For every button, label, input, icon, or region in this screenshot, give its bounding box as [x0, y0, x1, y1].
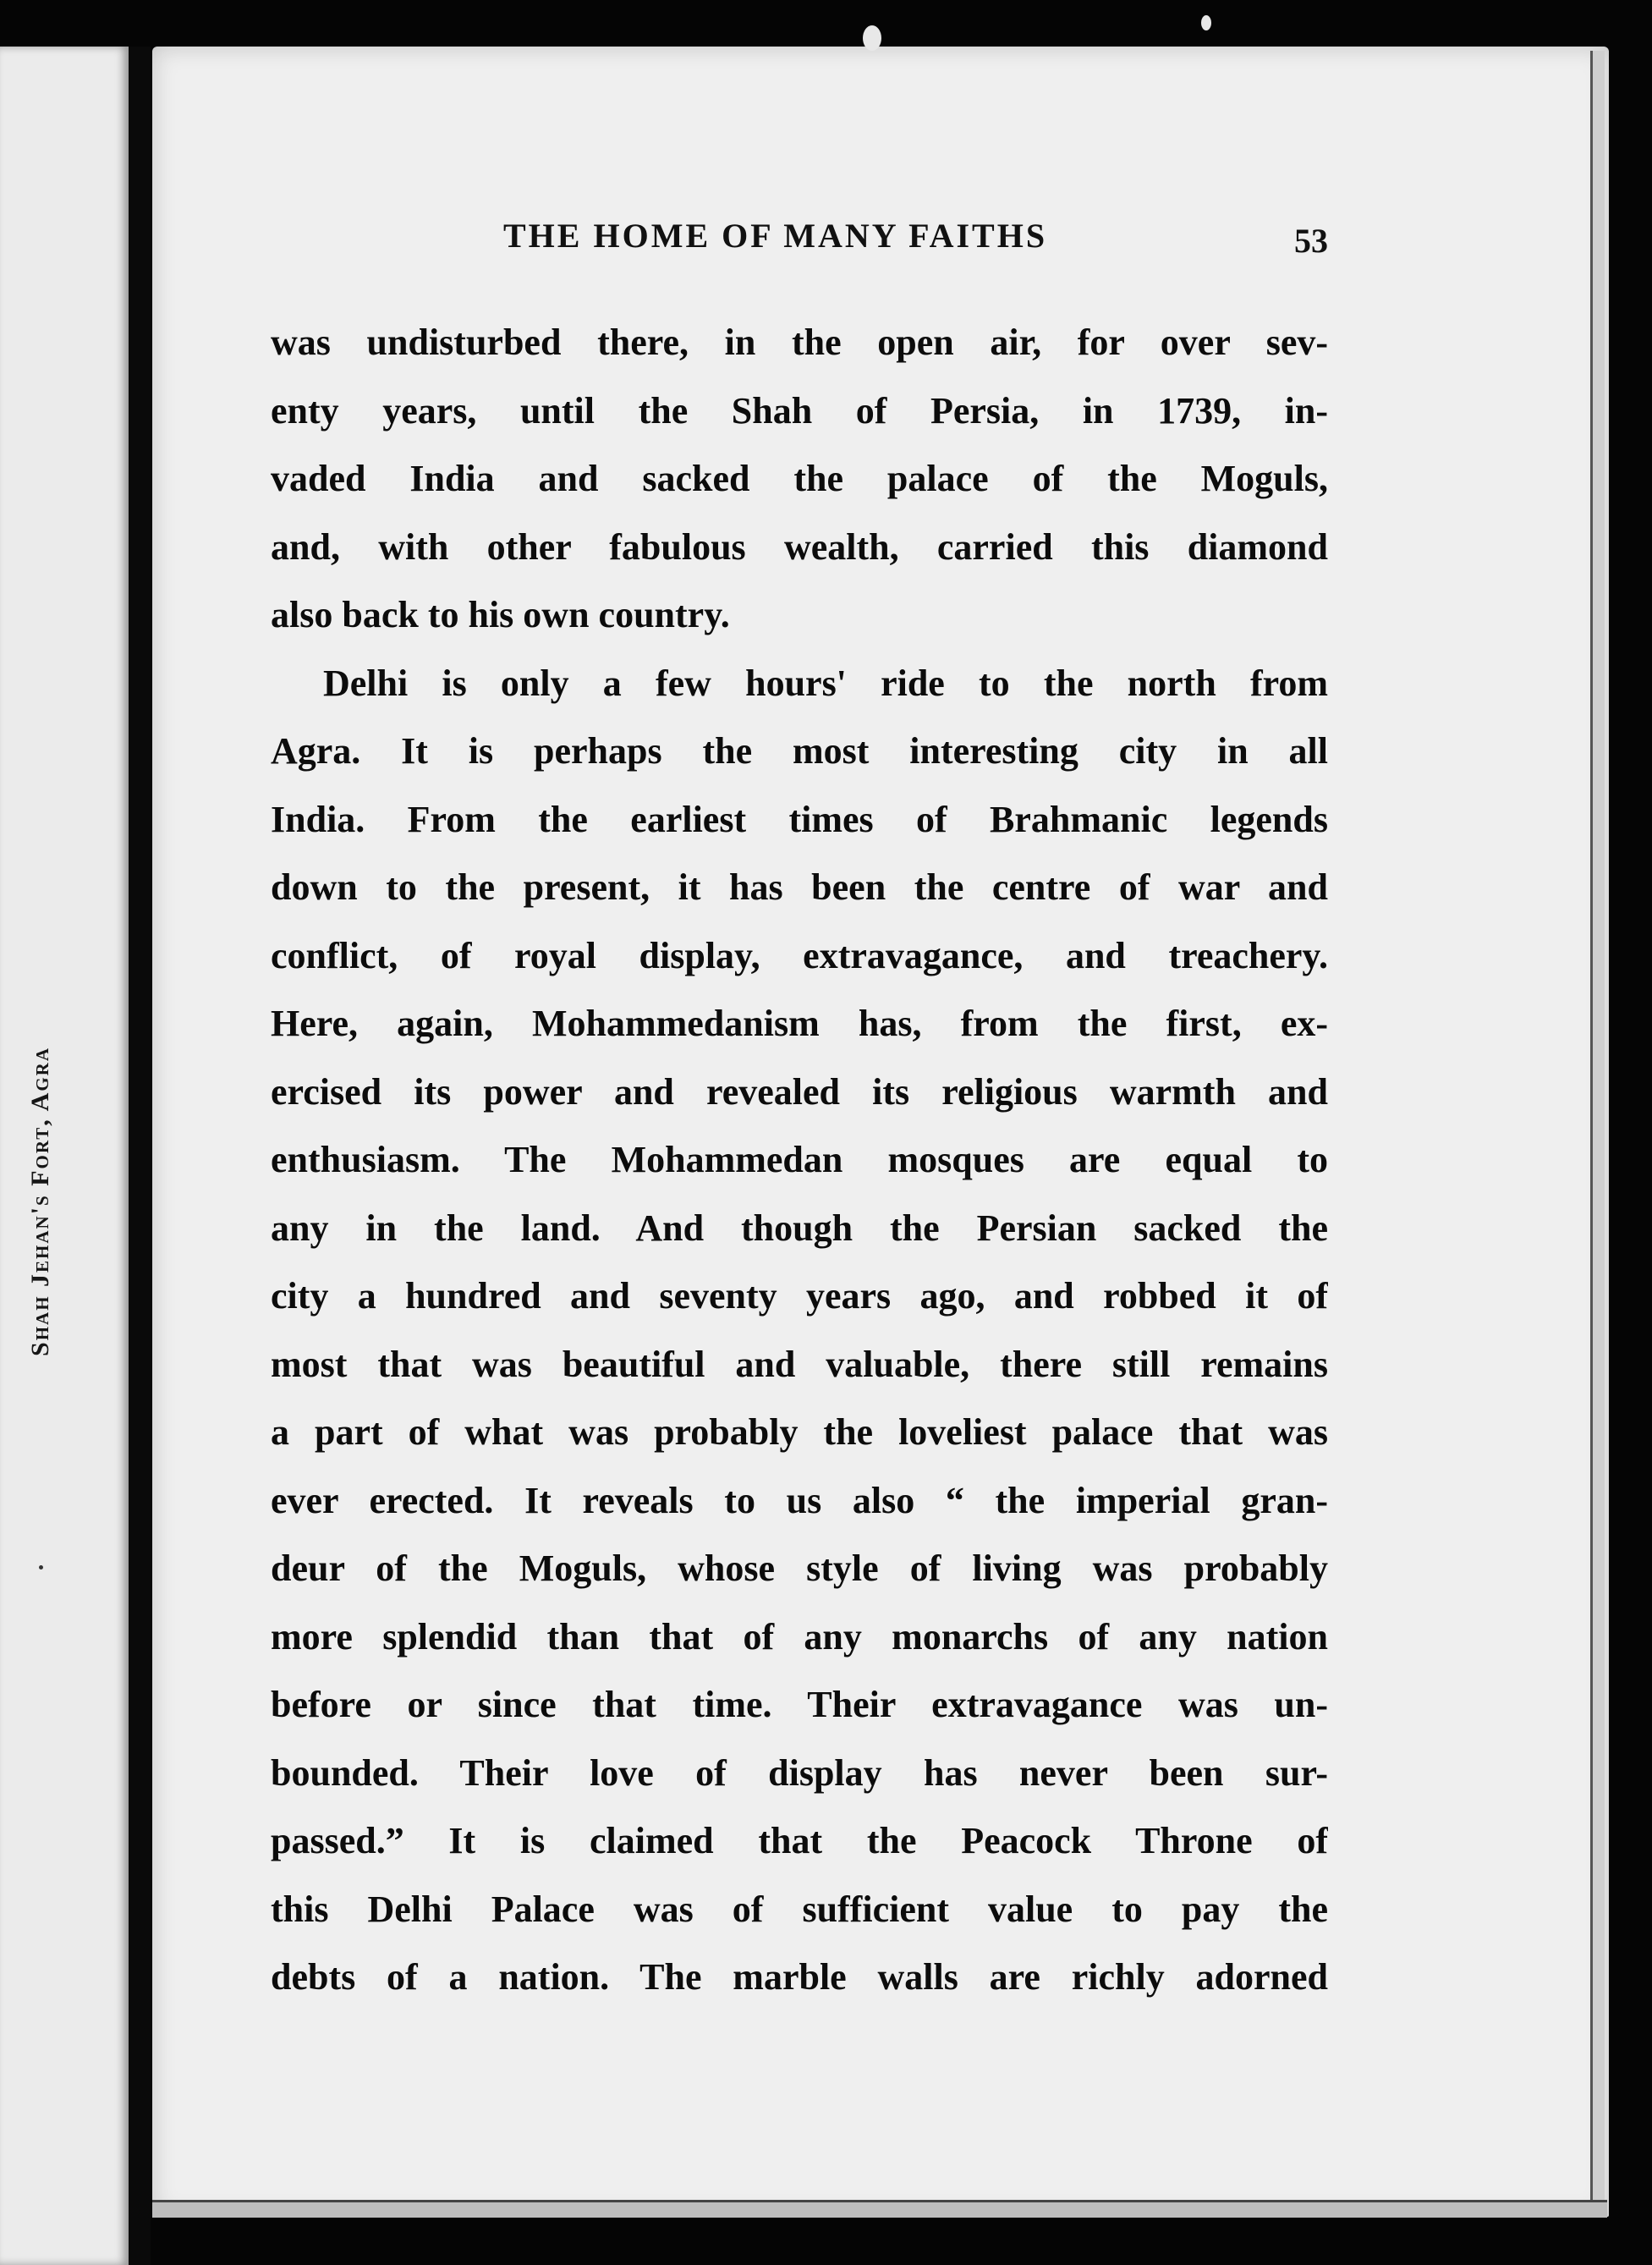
text-line: down to the present, it has been the centre of war and — [271, 866, 1328, 908]
text-line: enthusiasm. The Mohammedan mosques are equal to — [271, 1139, 1328, 1180]
text-line: also back to his own country. — [271, 594, 730, 635]
running-head-title: THE HOME OF MANY FAITHS — [503, 217, 1048, 255]
running-head — [0, 216, 1652, 267]
body-text — [271, 309, 1328, 2012]
text-line: passed.” It is claimed that the Peacock Throne of — [271, 1820, 1328, 1861]
text-line: ever erected. It reveals to us also “ the imperial gran- — [271, 1479, 1328, 1521]
text-line: more splendid than that of any monarchs of any nation — [271, 1615, 1328, 1658]
text-line: most that was beautiful and valuable, there still remains — [271, 1343, 1328, 1385]
text-line: enty years, until the Shah of Persia, in 1739, in- — [271, 389, 1328, 432]
text-line: bounded. Their love of display has never been sur- — [271, 1751, 1328, 1794]
text-line: a part of what was probably the loveliest palace that was — [271, 1411, 1328, 1453]
text-line: deur of the Moguls, whose style of living was probably — [271, 1548, 1328, 1589]
scan-speck — [1201, 15, 1211, 30]
text-line: this Delhi Palace was of sufficient value to pay the — [271, 1888, 1328, 1930]
text-line: Agra. It is perhaps the most interesting city in all — [271, 730, 1328, 772]
page-number: 53 — [1294, 222, 1328, 260]
page-bottom-edge — [152, 2200, 1607, 2218]
text-line: Here, again, Mohammedanism has, from the first, ex- — [271, 1003, 1328, 1044]
text-line: debts of a nation. The marble walls are richly adorned — [271, 1956, 1328, 1998]
page-right-edge — [1590, 51, 1605, 2217]
text-line: India. From the earliest times of Brahmanic legends — [271, 798, 1328, 840]
text-line: Delhi is only a few hours' ride to the north from — [323, 662, 1328, 704]
text-line: ercised its power and revealed its religious warmth and — [271, 1070, 1328, 1113]
text-line: any in the land. And though the Persian sacked the — [271, 1207, 1328, 1249]
plate-caption: Shah Jehan's Fort, Agra — [26, 1047, 54, 1356]
facing-plate-edge — [0, 47, 129, 2265]
text-line: city a hundred and seventy years ago, and robbed it of — [271, 1275, 1328, 1317]
binding-gutter — [129, 47, 151, 2265]
text-line: before or since that time. Their extravagance was un- — [271, 1684, 1328, 1725]
text-line: was undisturbed there, in the open air, for over sev- — [271, 322, 1328, 363]
text-line: and, with other fabulous wealth, carried this diamond — [271, 525, 1328, 568]
scan-speck — [863, 25, 881, 51]
plate-speck — [39, 1565, 43, 1570]
text-line: conflict, of royal display, extravagance, and treachery. — [271, 934, 1328, 976]
text-line: vaded India and sacked the palace of the Moguls, — [271, 458, 1328, 499]
